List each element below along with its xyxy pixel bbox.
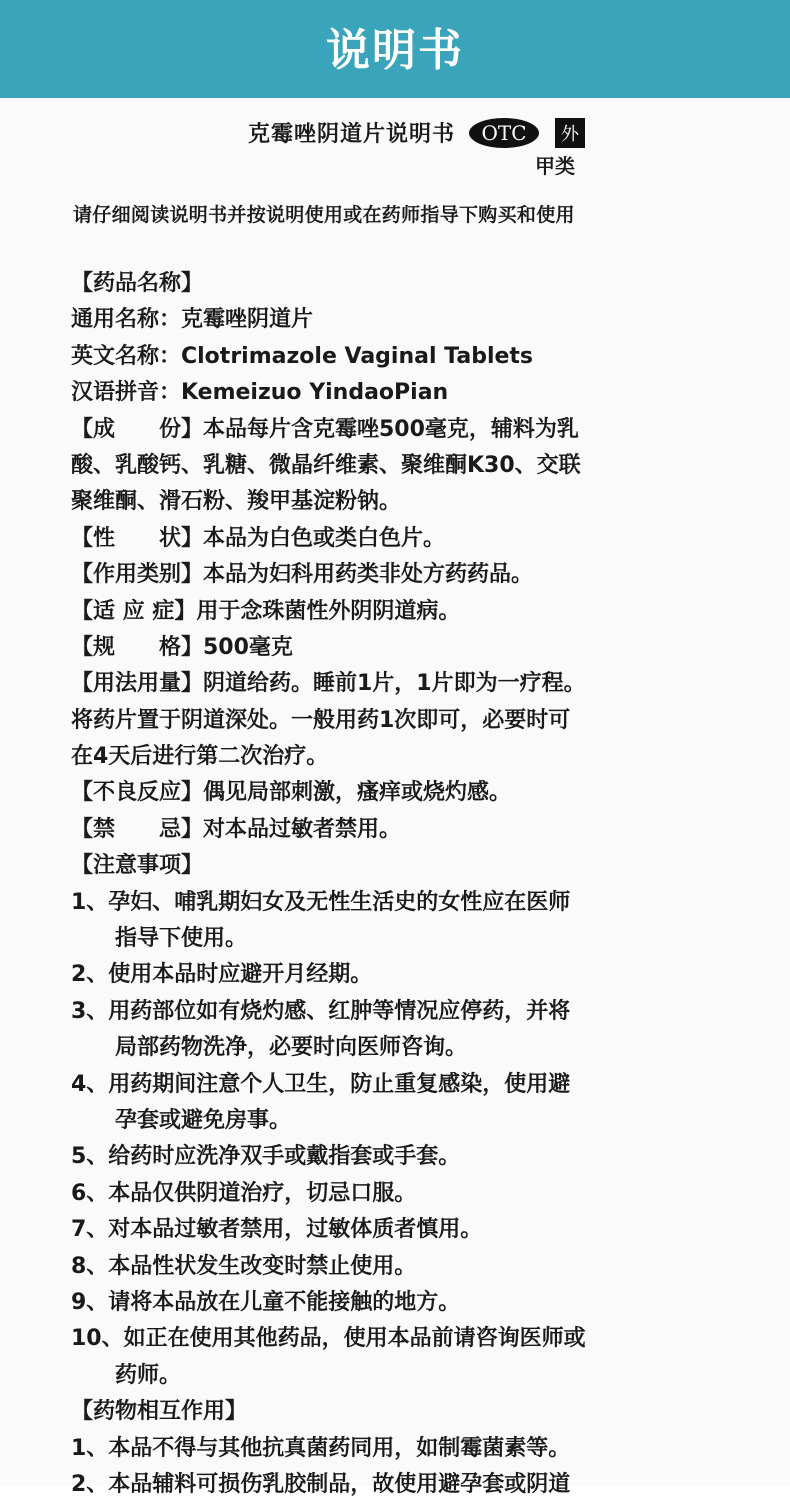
precaution-item: 8、本品性状发生改变时禁止使用。 — [71, 1253, 417, 1279]
adverse-reactions-line: 【不良反应】偶见局部刺激，瘙痒或烧灼感。 — [71, 780, 512, 806]
precaution-item: 5、给药时应洗净双手或戴指套或手套。 — [71, 1144, 461, 1170]
precaution-item-continued: 指导下使用。 — [115, 926, 248, 952]
dosage-line: 在4天后进行第二次治疗。 — [71, 744, 329, 770]
interaction-item: 1、本品不得与其他抗真菌药同用，如制霉菌素等。 — [71, 1435, 571, 1461]
dosage-line: 将药片置于阴道深处。一般用药1次即可，必要时可 — [71, 707, 571, 733]
precaution-item-continued: 局部药物洗净，必要时向医师咨询。 — [115, 1035, 468, 1061]
section-heading-interactions: 【药物相互作用】 — [71, 1399, 248, 1425]
otc-badge: OTC — [469, 118, 539, 148]
banner-title: 说明书 — [326, 25, 464, 76]
pinyin-line: 汉语拼音：Kemeizuo YindaoPian — [71, 380, 449, 406]
section-heading-precautions: 【注意事项】 — [71, 853, 204, 879]
category-line: 【作用类别】本品为妇科用药类非处方药药品。 — [71, 562, 534, 588]
precaution-item: 3、用药部位如有烧灼感、红肿等情况应停药，并将 — [71, 998, 571, 1024]
external-use-badge: 外 — [555, 118, 585, 148]
document-title-row — [248, 117, 585, 148]
precaution-item: 4、用药期间注意个人卫生，防止重复感染，使用避 — [71, 1071, 571, 1097]
ingredients-line: 聚维酮、滑石粉、羧甲基淀粉钠。 — [71, 489, 402, 515]
contraindications-line: 【禁 忌】对本品过敏者禁用。 — [71, 816, 402, 842]
precaution-item: 1、孕妇、哺乳期妇女及无性生活史的女性应在医师 — [71, 889, 571, 915]
ingredients-line: 【成 份】本品每片含克霉唑500毫克，辅料为乳 — [71, 416, 579, 442]
generic-name-line: 通用名称：克霉唑阴道片 — [71, 307, 314, 333]
document-title: 克霉唑阴道片说明书 — [248, 122, 456, 147]
precaution-item: 6、本品仅供阴道治疗，切忌口服。 — [71, 1180, 417, 1206]
specification-line: 【规 格】500毫克 — [71, 634, 293, 660]
precaution-item-continued: 药师。 — [115, 1362, 182, 1388]
header-banner — [0, 0, 790, 98]
precaution-item: 2、使用本品时应避开月经期。 — [71, 962, 373, 988]
interaction-item: 2、本品辅料可损伤乳胶制品，故使用避孕套或阴道 — [71, 1471, 571, 1497]
dosage-line: 【用法用量】阴道给药。睡前1片，1片即为一疗程。 — [71, 671, 586, 697]
precaution-item: 7、对本品过敏者禁用，过敏体质者慎用。 — [71, 1217, 483, 1243]
precaution-item-continued: 孕套或避免房事。 — [115, 1107, 292, 1133]
precaution-item: 10、如正在使用其他药品，使用本品前请咨询医师或 — [71, 1326, 586, 1352]
leaflet-body — [71, 266, 711, 1503]
precaution-item: 9、请将本品放在儿童不能接触的地方。 — [71, 1289, 461, 1315]
section-heading-name: 【药品名称】 — [71, 271, 204, 296]
appearance-line: 【性 状】本品为白色或类白色片。 — [71, 525, 446, 551]
ingredients-line: 酸、乳酸钙、乳糖、微晶纤维素、聚维酮K30、交联 — [71, 452, 581, 478]
english-name-line: 英文名称：Clotrimazole Vaginal Tablets — [71, 343, 534, 369]
usage-notice: 请仔细阅读说明书并按说明使用或在药师指导下购买和使用 — [73, 204, 575, 226]
otc-class-label: 甲类 — [535, 154, 575, 178]
indication-line: 【适 应 症】用于念珠菌性外阴阴道病。 — [71, 598, 461, 624]
